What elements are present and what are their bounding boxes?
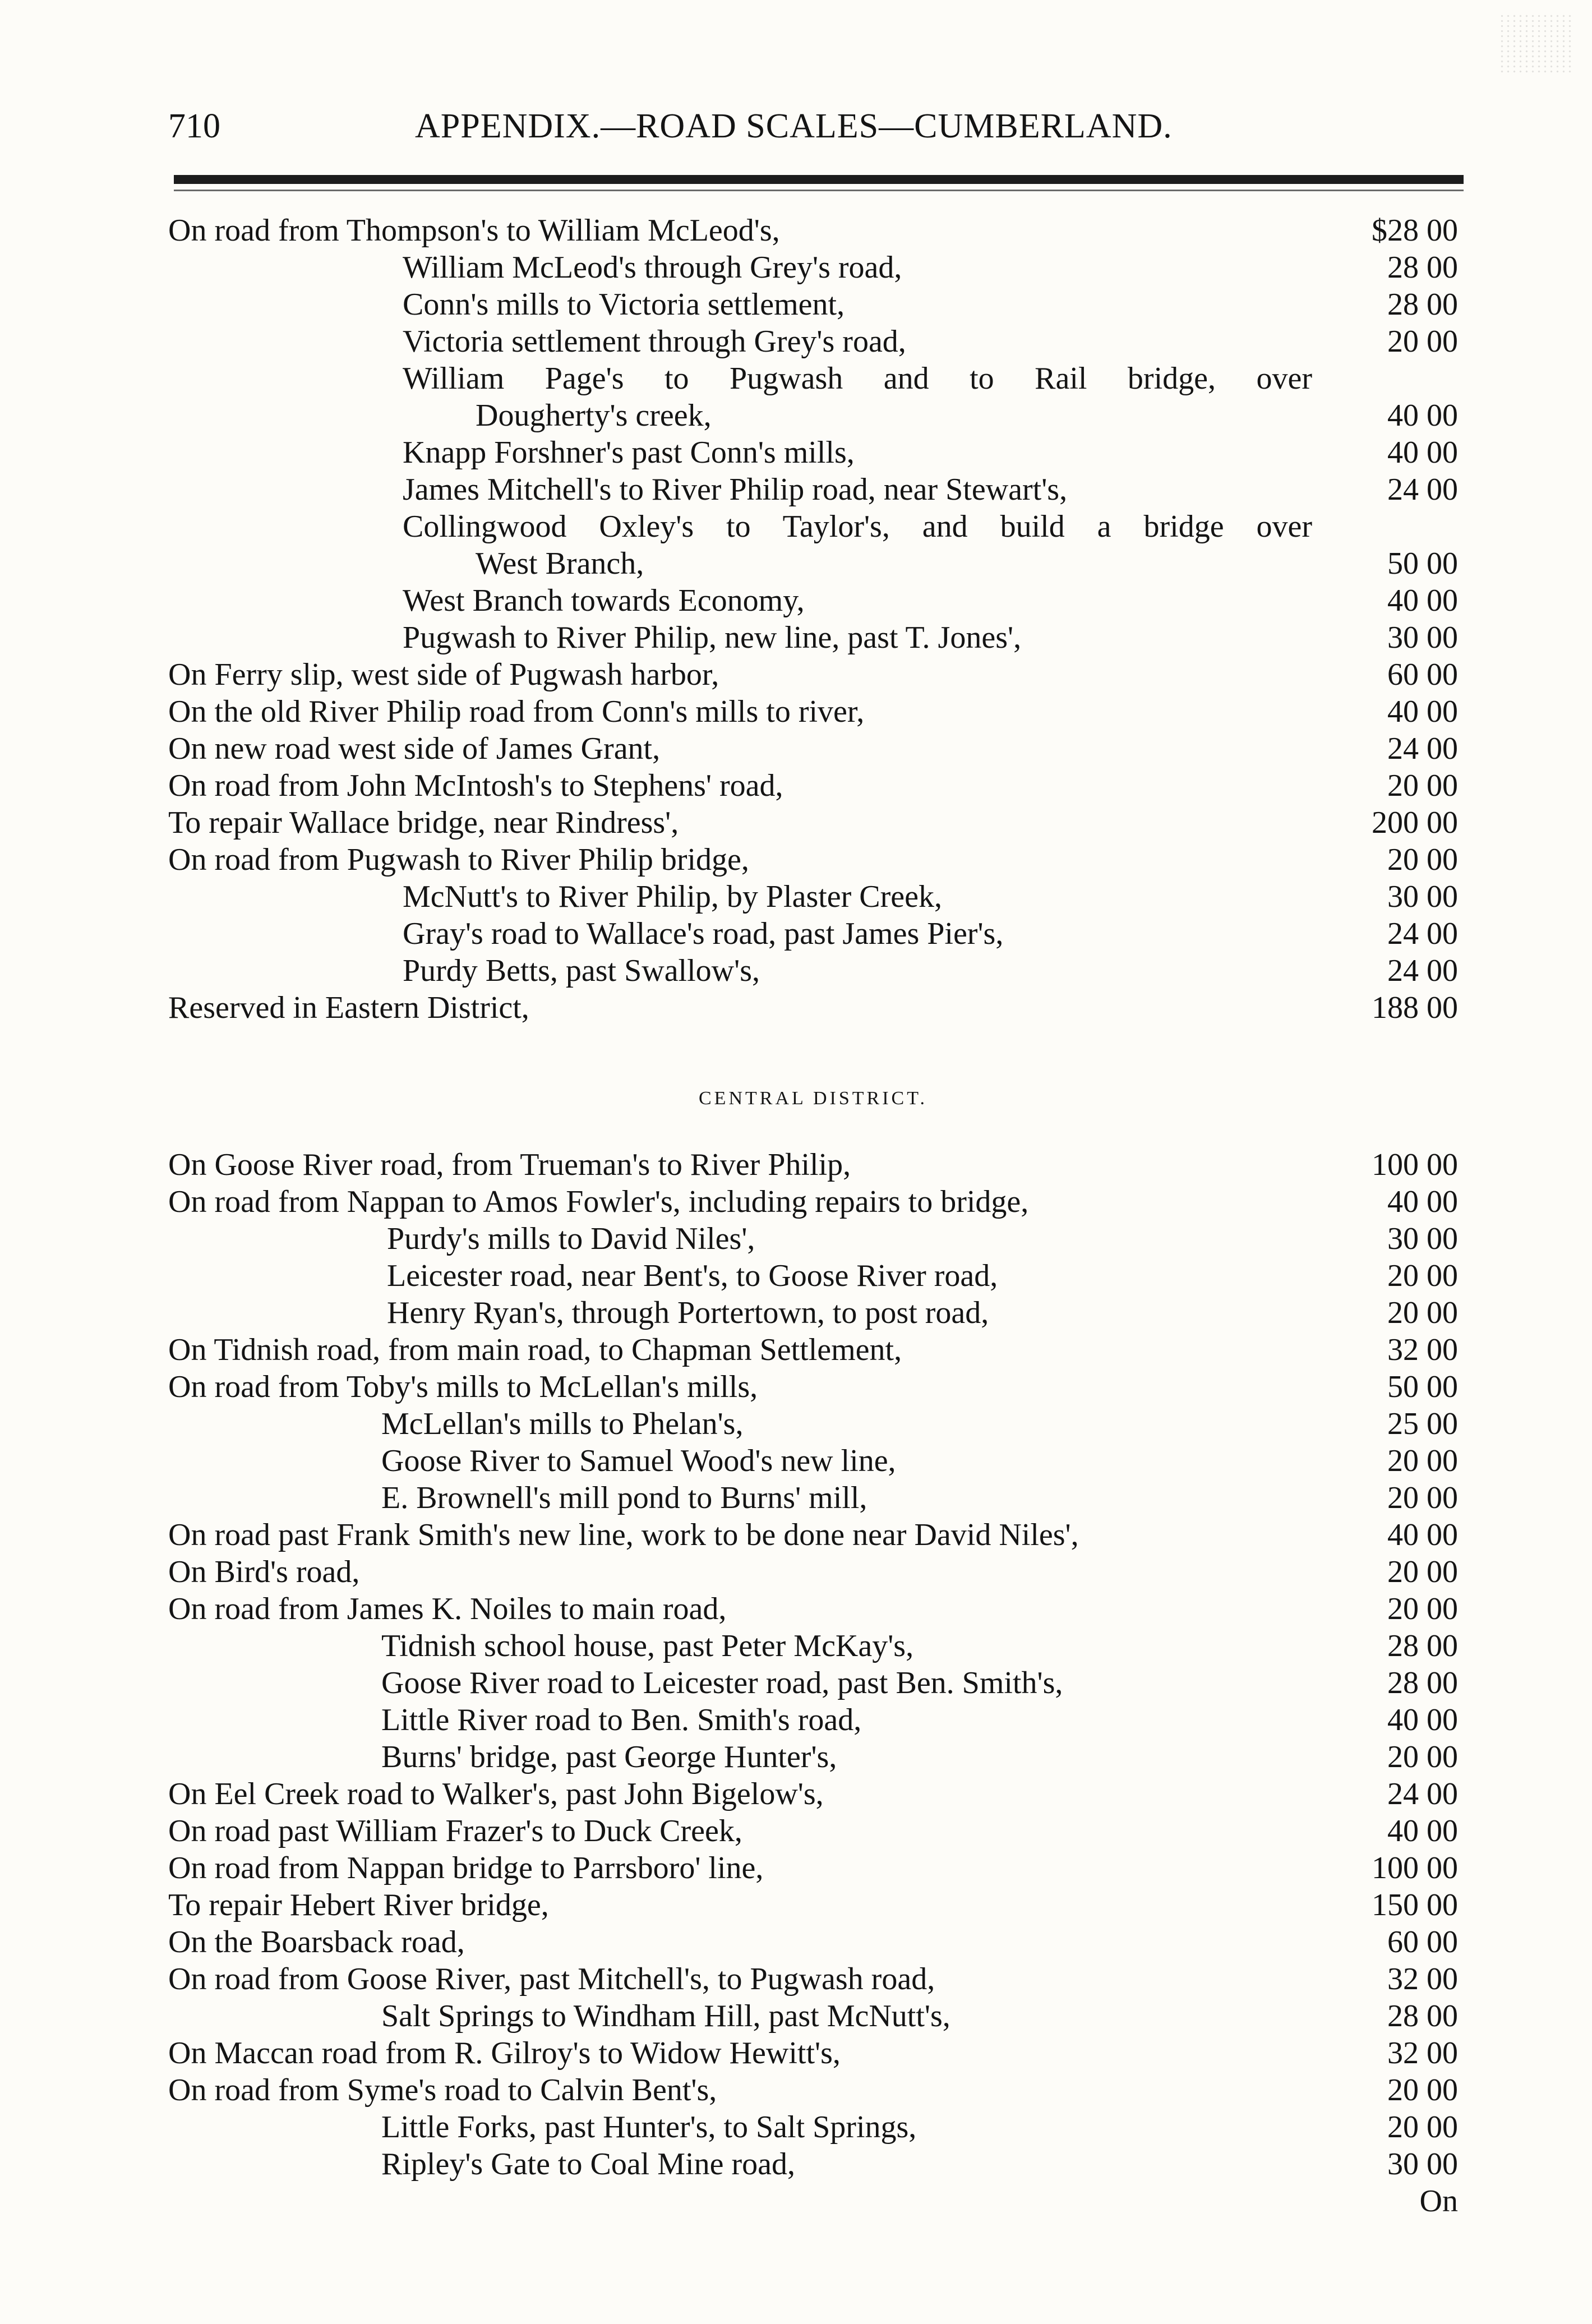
road-entry: Pugwash to River Philip, new line, past T. Jones', 30 00 bbox=[403, 620, 1458, 655]
road-entry: Little River road to Ben. Smith's road, 40 00 bbox=[381, 1703, 1458, 1737]
road-entry: On the old River Philip road from Conn's mills to river, 40 00 bbox=[168, 694, 1458, 729]
catchword-line bbox=[168, 2183, 1458, 2220]
road-entry: Little Forks, past Hunter's, to Salt Springs, 20 00 bbox=[381, 2110, 1458, 2145]
road-entry: William Page's to Pugwash and to Rail bridge, over Dougherty's creek, 40 00 bbox=[403, 361, 1458, 433]
road-entry: James Mitchell's to River Philip road, near Stewart's, 24 00 bbox=[403, 472, 1458, 507]
central-district-heading: CENTRAL DISTRICT. bbox=[699, 1088, 927, 1109]
page-number: 710 bbox=[168, 107, 220, 145]
road-entry: McLellan's mills to Phelan's, 25 00 bbox=[381, 1407, 1458, 1441]
road-entry: Reserved in Eastern District, 188 00 bbox=[168, 990, 1458, 1025]
road-entry: On road from Goose River, past Mitchell's, to Pugwash road, 32 00 bbox=[168, 1962, 1458, 1996]
road-entry: On Goose River road, from Trueman's to River Philip, 100 00 bbox=[168, 1147, 1458, 1182]
road-entry: On road from Toby's mills to McLellan's mills, 50 00 bbox=[168, 1370, 1458, 1404]
road-entry: Purdy Betts, past Swallow's, 24 00 bbox=[403, 953, 1458, 988]
road-entry: Ripley's Gate to Coal Mine road, 30 00 bbox=[381, 2147, 1458, 2182]
road-entry: On road past William Frazer's to Duck Creek, 40 00 bbox=[168, 1814, 1458, 1848]
road-entry: Conn's mills to Victoria settlement, 28 00 bbox=[403, 287, 1458, 322]
page-header bbox=[168, 107, 1458, 157]
road-entry: On road from Thompson's to William McLeod's, $28 00 bbox=[168, 213, 1458, 248]
catchword: On bbox=[1419, 2184, 1458, 2219]
road-entry: Burns' bridge, past George Hunter's, 20 00 bbox=[381, 1740, 1458, 1774]
road-entry: On the Boarsback road, 60 00 bbox=[168, 1925, 1458, 1959]
road-entry: Salt Springs to Windham Hill, past McNutt's, 28 00 bbox=[381, 1999, 1458, 2034]
header-rule bbox=[174, 175, 1464, 184]
road-entry: On road from Nappan to Amos Fowler's, including repairs to bridge, 40 00 bbox=[168, 1184, 1458, 1219]
scan-speckle bbox=[1499, 13, 1572, 75]
road-entry: On road from James K. Noiles to main road, 20 00 bbox=[168, 1592, 1458, 1626]
road-entry: To repair Wallace bridge, near Rindress', 200 00 bbox=[168, 805, 1458, 840]
road-entry: Goose River to Samuel Wood's new line, 20 00 bbox=[381, 1444, 1458, 1478]
road-entry: On road from Pugwash to River Philip bridge, 20 00 bbox=[168, 842, 1458, 877]
road-entry: Leicester road, near Bent's, to Goose River road, 20 00 bbox=[387, 1258, 1458, 1293]
road-entry: Henry Ryan's, through Portertown, to post road, 20 00 bbox=[387, 1295, 1458, 1330]
road-entry: Tidnish school house, past Peter McKay's, 28 00 bbox=[381, 1629, 1458, 1663]
road-entry: On Maccan road from R. Gilroy's to Widow Hewitt's, 32 00 bbox=[168, 2036, 1458, 2071]
road-entry: McNutt's to River Philip, by Plaster Creek, 30 00 bbox=[403, 879, 1458, 914]
road-entry: On new road west side of James Grant, 24 00 bbox=[168, 731, 1458, 766]
road-entry: On Ferry slip, west side of Pugwash harbor, 60 00 bbox=[168, 657, 1458, 692]
road-entry: Collingwood Oxley's to Taylor's, and build a bridge over West Branch, 50 00 bbox=[403, 509, 1458, 581]
road-entry: West Branch towards Economy, 40 00 bbox=[403, 583, 1458, 618]
road-entry: On road past Frank Smith's new line, work to be done near David Niles', 40 00 bbox=[168, 1518, 1458, 1552]
road-entry: On Eel Creek road to Walker's, past John Bigelow's, 24 00 bbox=[168, 1777, 1458, 1811]
header-rule-thin bbox=[174, 190, 1464, 191]
road-entry: Knapp Forshner's past Conn's mills, 40 00 bbox=[403, 435, 1458, 470]
road-entry: E. Brownell's mill pond to Burns' mill, 20 00 bbox=[381, 1481, 1458, 1515]
road-entry: To repair Hebert River bridge, 150 00 bbox=[168, 1888, 1458, 1922]
road-entry: On Tidnish road, from main road, to Chapman Settlement, 32 00 bbox=[168, 1332, 1458, 1367]
road-entry: On road from Nappan bridge to Parrsboro' line, 100 00 bbox=[168, 1851, 1458, 1885]
road-entry: Goose River road to Leicester road, past Ben. Smith's, 28 00 bbox=[381, 1666, 1458, 1700]
road-entry: William McLeod's through Grey's road, 28 00 bbox=[403, 250, 1458, 285]
road-entry: On road from John McIntosh's to Stephens' road, 20 00 bbox=[168, 768, 1458, 803]
road-entry: Victoria settlement through Grey's road, 20 00 bbox=[403, 324, 1458, 359]
road-entry: Gray's road to Wallace's road, past James Pier's, 24 00 bbox=[403, 916, 1458, 951]
eastern-district-list bbox=[168, 212, 1458, 1026]
road-entry: Purdy's mills to David Niles', 30 00 bbox=[387, 1221, 1458, 1256]
road-entry: On Bird's road, 20 00 bbox=[168, 1555, 1458, 1589]
running-title: APPENDIX.—ROAD SCALES—CUMBERLAND. bbox=[415, 107, 1173, 145]
road-entry: On road from Syme's road to Calvin Bent's, 20 00 bbox=[168, 2073, 1458, 2108]
central-district-list bbox=[168, 1146, 1458, 2220]
